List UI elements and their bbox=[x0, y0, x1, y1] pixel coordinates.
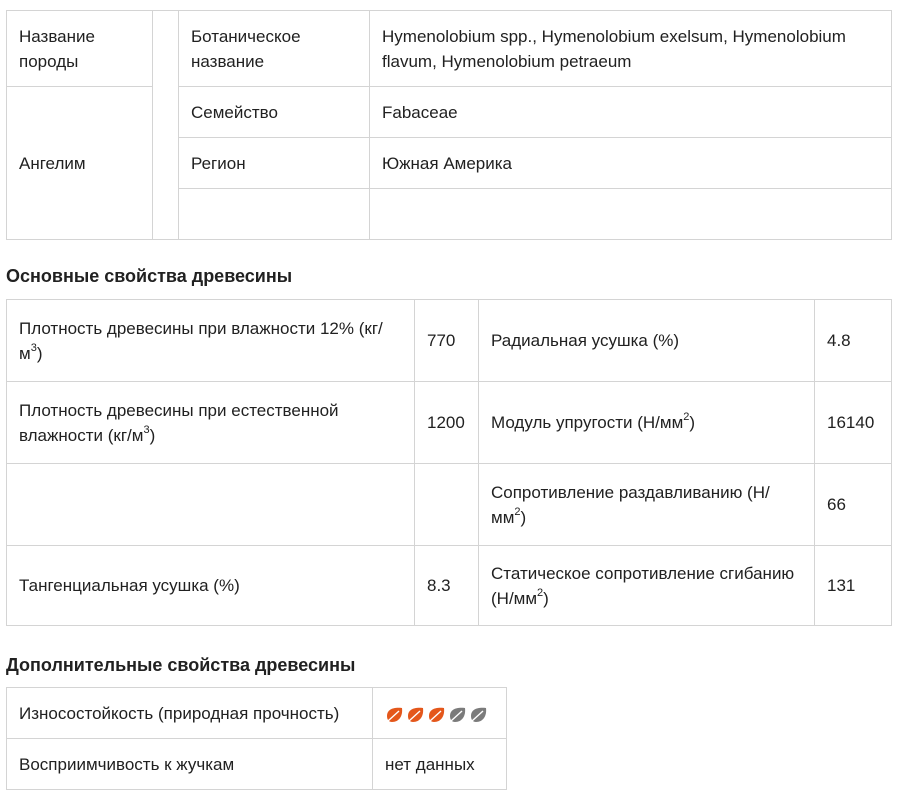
table-row bbox=[7, 87, 892, 138]
right-property-value: 131 bbox=[815, 546, 892, 626]
left-property-value bbox=[415, 464, 479, 546]
property-label-text: Сопротивление раздавливанию (Н/мм bbox=[491, 482, 770, 527]
leaf-icon bbox=[406, 704, 426, 724]
table-row bbox=[7, 382, 892, 464]
unit-suffix: ) bbox=[36, 343, 43, 363]
left-property-label bbox=[7, 546, 415, 626]
spacer-cell bbox=[153, 11, 179, 240]
right-property-label bbox=[479, 464, 815, 546]
unit-suffix: ) bbox=[149, 425, 156, 445]
durability-label: Износостойкость (природная прочность) bbox=[7, 688, 373, 739]
table-row bbox=[7, 688, 507, 739]
left-property-label bbox=[7, 300, 415, 382]
unit-superscript: 2 bbox=[537, 586, 544, 599]
right-property-value: 4.8 bbox=[815, 300, 892, 382]
unit-superscript: 3 bbox=[143, 423, 150, 436]
beetle-susceptibility-label: Восприимчивость к жучкам bbox=[7, 739, 373, 790]
property-label-text: Статическое сопротивление сгибанию (Н/мм bbox=[491, 563, 795, 608]
unit-superscript: 2 bbox=[683, 411, 690, 424]
property-label-text: Тангенциальная усушка (%) bbox=[19, 576, 240, 595]
species-name-header: Название породы bbox=[7, 11, 153, 87]
family-label: Семейство bbox=[179, 87, 370, 138]
property-label-text: Плотность древесины при влажности 12% (кг/м bbox=[19, 318, 383, 363]
species-name: Ангелим bbox=[7, 87, 153, 240]
leaf-icon bbox=[469, 704, 489, 724]
durability-rating bbox=[373, 688, 507, 739]
table-row bbox=[7, 300, 892, 382]
unit-superscript: 2 bbox=[514, 505, 521, 518]
leaf-icon bbox=[448, 704, 468, 724]
leaf-icon bbox=[427, 704, 447, 724]
main-properties-table bbox=[6, 299, 892, 626]
table-row bbox=[7, 546, 892, 626]
empty-label-cell bbox=[179, 189, 370, 240]
unit-suffix: ) bbox=[543, 588, 549, 608]
right-property-value: 66 bbox=[815, 464, 892, 546]
property-label-text: Радиальная усушка (%) bbox=[491, 331, 680, 350]
left-property-label bbox=[7, 464, 415, 546]
leaf-icon bbox=[385, 704, 405, 724]
table-row bbox=[7, 464, 892, 546]
empty-value-cell bbox=[370, 189, 892, 240]
unit-suffix: ) bbox=[689, 413, 696, 432]
botanical-name-label: Ботаническое название bbox=[179, 11, 370, 87]
table-row bbox=[7, 11, 892, 87]
table-row bbox=[7, 739, 507, 790]
left-property-value: 770 bbox=[415, 300, 479, 382]
additional-properties-table bbox=[6, 687, 507, 790]
beetle-susceptibility-value: нет данных bbox=[373, 739, 507, 790]
unit-suffix: ) bbox=[520, 507, 527, 527]
family-value: Fabaceae bbox=[370, 87, 892, 138]
property-label-text: Плотность древесины при естественной влажности (кг/м bbox=[19, 400, 339, 445]
region-label: Регион bbox=[179, 138, 370, 189]
left-property-label bbox=[7, 382, 415, 464]
additional-properties-heading: Дополнительные свойства древесины bbox=[6, 655, 356, 675]
right-property-label bbox=[479, 546, 815, 626]
left-property-value: 8.3 bbox=[415, 546, 479, 626]
right-property-value: 16140 bbox=[815, 382, 892, 464]
property-label-text: Модуль упругости (Н/мм bbox=[491, 413, 684, 432]
region-value: Южная Америка bbox=[370, 138, 892, 189]
species-info-table bbox=[6, 10, 892, 240]
right-property-label bbox=[479, 382, 815, 464]
left-property-value: 1200 bbox=[415, 382, 479, 464]
unit-superscript: 3 bbox=[30, 341, 37, 354]
right-property-label bbox=[479, 300, 815, 382]
botanical-name-value: Hymenolobium spp., Hymenolobium exelsum, Hymenolobium flavum, Hymenolobium petraeum bbox=[370, 11, 892, 87]
main-properties-heading: Основные свойства древесины bbox=[6, 266, 293, 286]
